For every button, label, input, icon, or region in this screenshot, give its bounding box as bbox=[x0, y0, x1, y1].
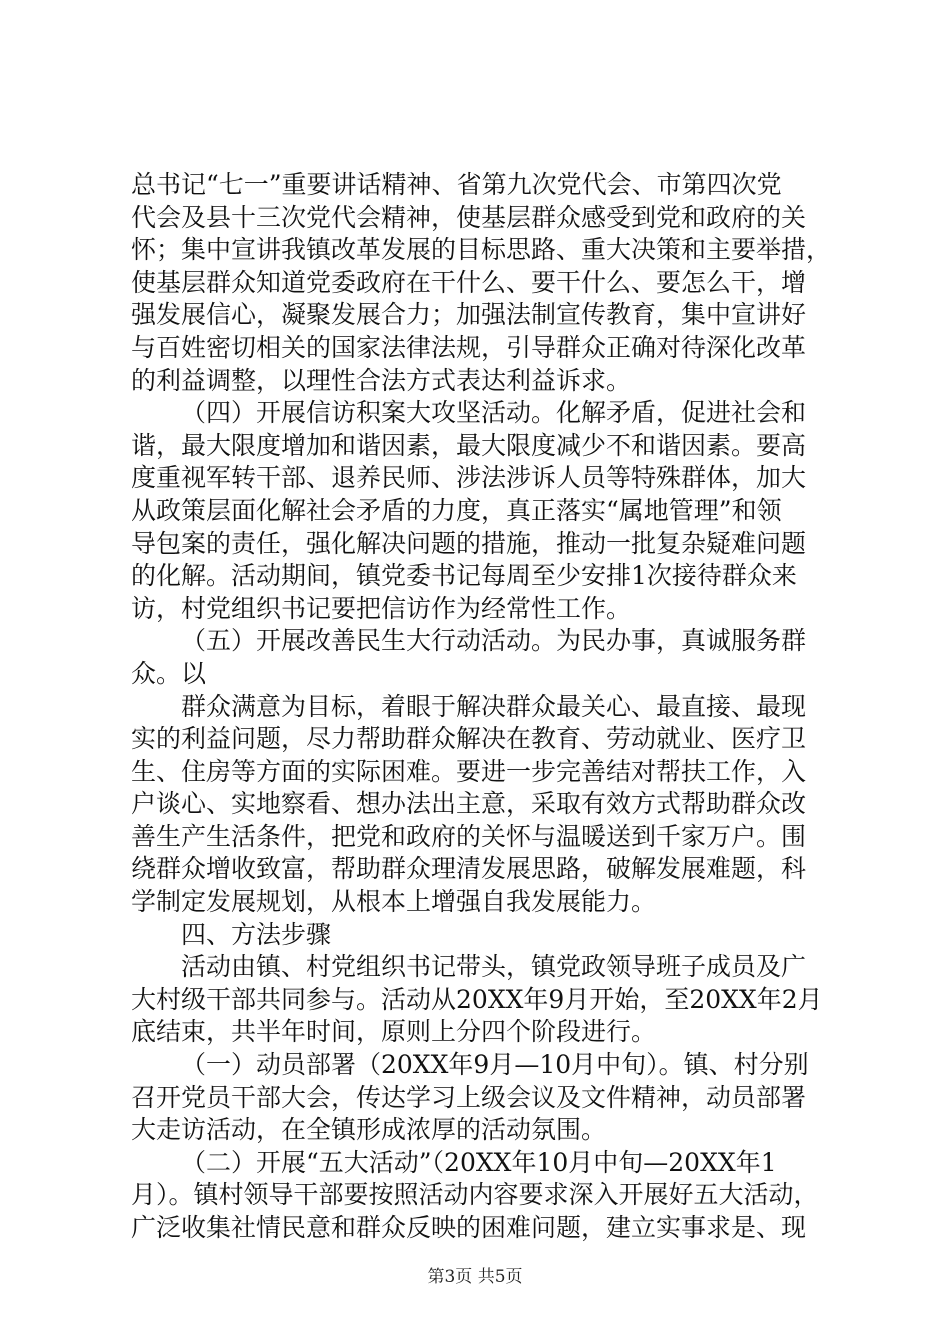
paragraph-start-line: （二）开展“五大活动”（20XX年10月中旬—20XX年1 bbox=[181, 1147, 777, 1177]
text-line: 生、住房等方面的实际困难。要进一步完善结对帮扶工作，入 bbox=[131, 756, 807, 786]
document-body bbox=[131, 169, 831, 1245]
text-line: 实的利益问题，尽力帮助群众解决在教育、劳动就业、医疗卫 bbox=[131, 724, 807, 754]
text-line: 众。以 bbox=[131, 658, 207, 688]
text-line: 底结束，共半年时间，原则上分四个阶段进行。 bbox=[131, 1017, 657, 1047]
text-line: 导包案的责任，强化解决问题的措施，推动一批复杂疑难问题 bbox=[131, 528, 807, 558]
paragraph-start-line: （一）动员部署（20XX年9月—10月中旬）。镇、村分别 bbox=[181, 1050, 809, 1080]
text-line: 大走访活动，在全镇形成浓厚的活动氛围。 bbox=[131, 1115, 607, 1145]
section-heading: 四、方法步骤 bbox=[181, 919, 332, 949]
paragraph-start-line: 群众满意为目标，着眼于解决群众最关心、最直接、最现 bbox=[181, 691, 807, 721]
text-line: 总书记“七一”重要讲话精神、省第九次党代会、市第四次党 bbox=[131, 170, 782, 199]
text-line: 代会及县十三次党代会精神，使基层群众感受到党和政府的关 bbox=[131, 202, 807, 232]
paragraph-start-line: （四）开展信访积案大攻坚活动。化解矛盾，促进社会和 bbox=[181, 398, 807, 428]
page-footer: 第3页 共5页 bbox=[427, 1267, 523, 1287]
text-line: 大村级干部共同参与。活动从20XX年9月开始，至20XX年2月 bbox=[131, 984, 823, 1014]
text-line: 度重视军转干部、退养民师、涉法涉诉人员等特殊群体，加大 bbox=[131, 463, 807, 493]
text-line: 善生产生活条件，把党和政府的关怀与温暖送到千家万户。围 bbox=[131, 821, 807, 851]
text-line: 怀；集中宣讲我镇改革发展的目标思路、重大决策和主要举措， bbox=[131, 235, 832, 265]
text-line: 月）。镇村领导干部要按照活动内容要求深入开展好五大活动， bbox=[131, 1180, 819, 1210]
text-line: 从政策层面化解社会矛盾的力度，真正落实“属地管理”和领 bbox=[131, 495, 782, 525]
paragraph-start-line: （五）开展改善民生大行动活动。为民办事，真诚服务群 bbox=[181, 626, 807, 656]
paragraph-start-line: 活动由镇、村党组织书记带头，镇党政领导班子成员及广 bbox=[181, 952, 807, 982]
text-line: 访，村党组织书记要把信访作为经常性工作。 bbox=[131, 593, 632, 623]
text-line: 强发展信心，凝聚发展合力；加强法制宣传教育，集中宣讲好 bbox=[131, 300, 807, 330]
text-line: 户谈心、实地察看、想办法出主意，采取有效方式帮助群众改 bbox=[131, 789, 807, 819]
text-line: 谐，最大限度增加和谐因素，最大限度减少不和谐因素。要高 bbox=[131, 430, 807, 460]
text-line: 广泛收集社情民意和群众反映的困难问题，建立实事求是、现 bbox=[131, 1213, 807, 1242]
text-line: 的利益调整，以理性合法方式表达利益诉求。 bbox=[131, 365, 632, 395]
text-line: 召开党员干部大会，传达学习上级会议及文件精神，动员部署 bbox=[131, 1082, 807, 1112]
text-line: 的化解。活动期间，镇党委书记每周至少安排1次接待群众来 bbox=[131, 561, 797, 591]
text-line: 使基层群众知道党委政府在干什么、要干什么、要怎么干，增 bbox=[131, 267, 807, 297]
text-line: 学制定发展规划，从根本上增强自我发展能力。 bbox=[131, 887, 657, 917]
text-line: 与百姓密切相关的国家法律法规，引导群众正确对待深化改革 bbox=[131, 332, 807, 362]
text-line: 绕群众增收致富，帮助群众理清发展思路，破解发展难题，科 bbox=[131, 854, 807, 884]
